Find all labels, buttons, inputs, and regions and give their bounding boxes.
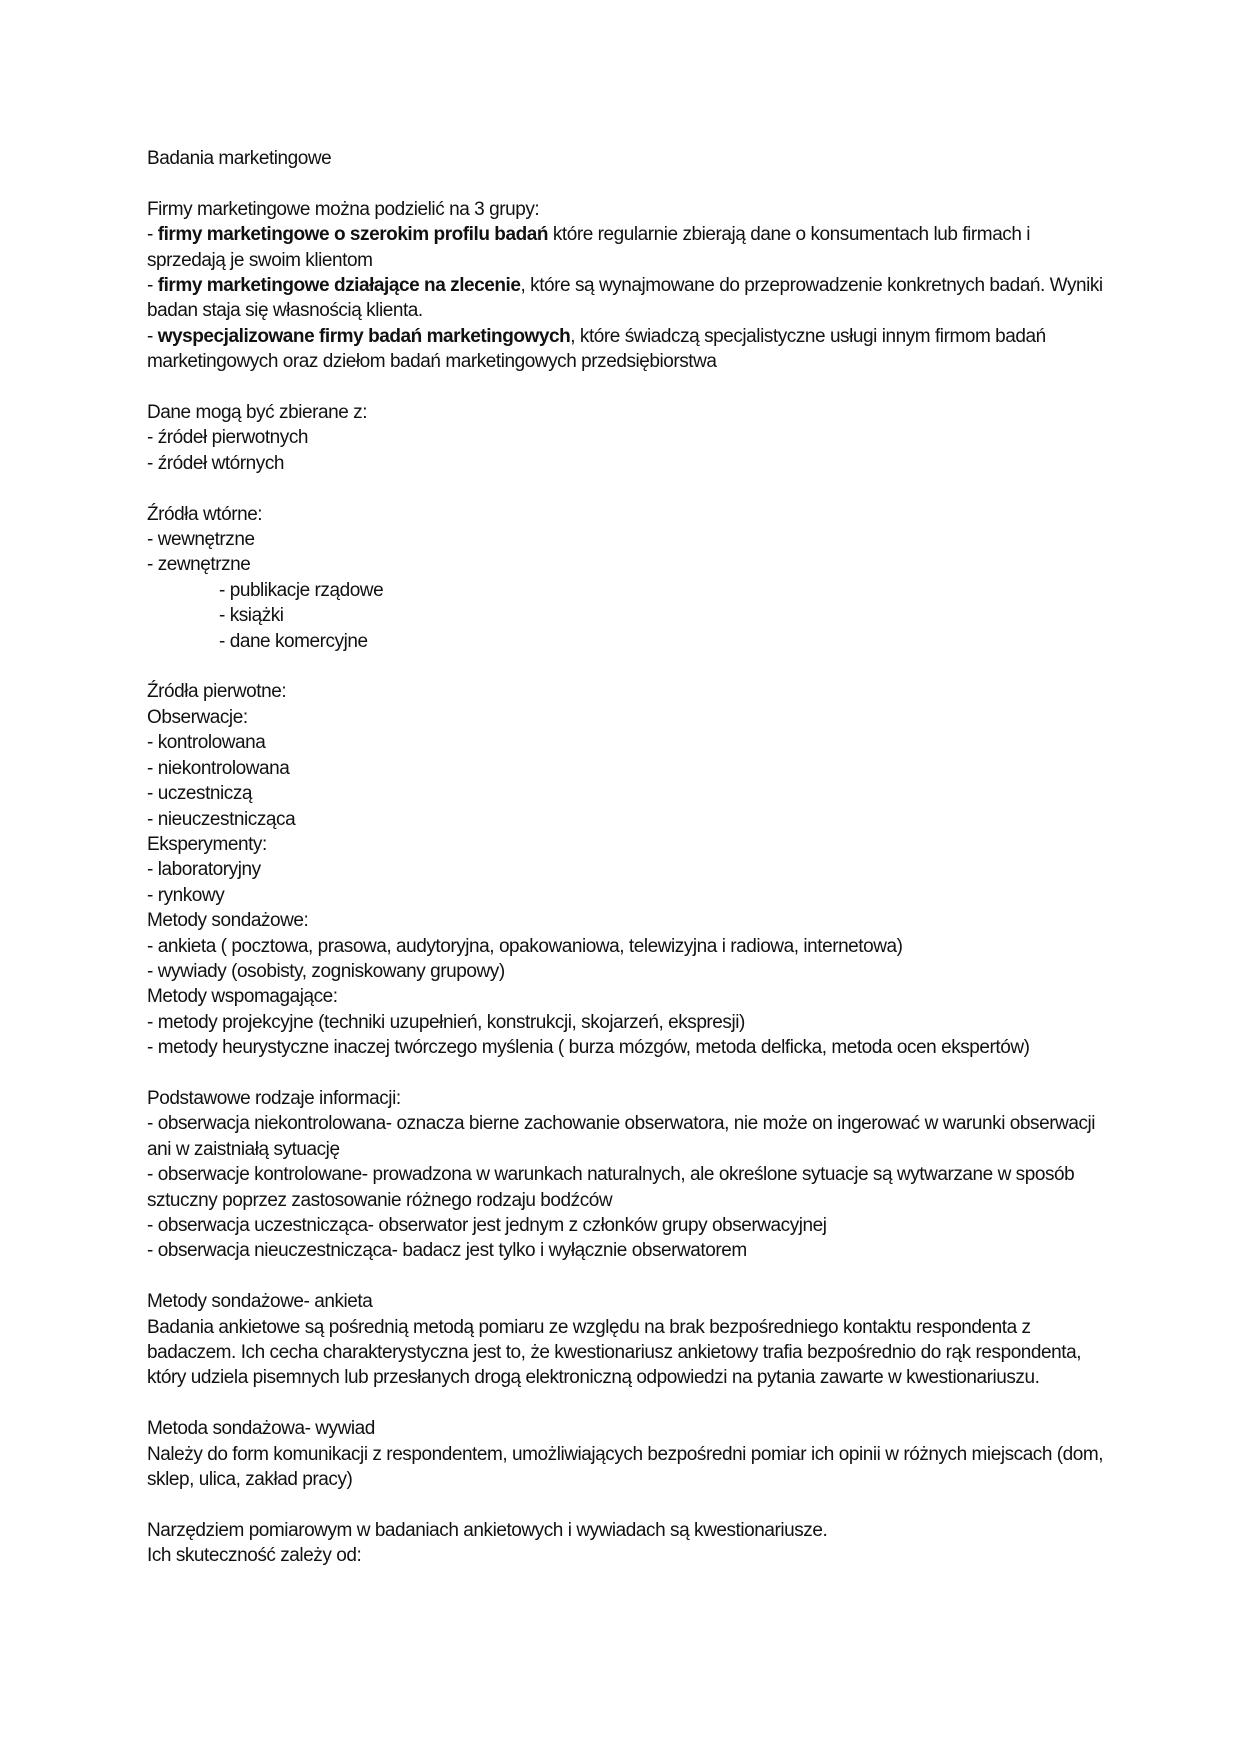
document-title: Badania marketingowe xyxy=(147,148,332,169)
secondary-heading: Źródła wtórne: xyxy=(147,503,263,525)
interview-method-heading: Metoda sondażowa- wywiad xyxy=(147,1418,375,1440)
survey-label: Metody sondażowe: xyxy=(147,910,309,932)
supporting-label: Metody wspomagające: xyxy=(147,986,338,1008)
firms-item-3-bold: wyspecjalizowane firmy badań marketingowych xyxy=(157,325,571,347)
closing-line-2: Ich skuteczność zależy od: xyxy=(147,1545,362,1567)
list-item: - metody heurystyczne inaczej twórczego myślenia ( burza mózgów, metoda delficka, metoda ocen ekspertów) xyxy=(147,1037,1030,1059)
list-item: - obserwacja niekontrolowana- oznacza bierne zachowanie obserwatora, nie może on ingerować w warunki obserwacji ani w zaistniałą sytuację xyxy=(147,1113,1096,1160)
interview-method-body: Należy do form komunikacji z respondentem, umożliwiających bezpośredni pomiar ich opinii w różnych miejscach (dom, sklep, ulica, zakład pracy) xyxy=(147,1443,1104,1491)
info-types-heading: Podstawowe rodzaje informacji: xyxy=(147,1087,401,1109)
sub-list-item: - książki xyxy=(219,605,284,627)
firms-item-1-rest: które regularnie zbierają dane o konsumentach lub firmach i sprzedają je swoim klientom xyxy=(147,224,1031,271)
closing-line-1: Narzędziem pomiarowym w badaniach ankietowych i wywiadach są kwestionariusze. xyxy=(147,1519,828,1541)
firms-item-3: - wyspecjalizowane firmy badań marketingowych, które świadczą specjalistyczne usługi innym firmom badań marketingowych oraz dziełom badań marketingowych przedsiębiorstwa xyxy=(147,325,1046,373)
firms-item-1: - firmy marketingowe o szerokim profilu badań które regularnie zbierają dane o konsumentach lub firmach i sprzedają je swoim klientom xyxy=(147,224,1031,271)
list-item: - obserwacje kontrolowane- prowadzona w warunkach naturalnych, ale określone sytuacje są wytwarzane w sposób sztuczny poprzez zastosowanie różnego rodzaju bodźców xyxy=(147,1164,1075,1211)
firms-item-2: - firmy marketingowe działające na zlecenie, które są wynajmowane do przeprowadzenie konkretnych badań. Wyniki badan staja się własnością klienta. xyxy=(147,275,1103,322)
list-item: - nieuczestnicząca xyxy=(147,808,296,830)
survey-method-body: Badania ankietowe są pośrednią metodą pomiaru ze względu na brak bezpośredniego kontaktu respondenta z badaczem. Ich cecha charakterystyczna jest to, że kwestionariusz ankietowy trafia bezpośrednio do rąk respondenta, który udziela pisemnych lub przesłanych drogą elektroniczną odpowiedzi na pytania zawarte w kwestionariuszu. xyxy=(147,1316,1082,1389)
observations-label: Obserwacje: xyxy=(147,706,248,728)
list-item: - wewnętrzne xyxy=(147,529,255,551)
list-item: - metody projekcyjne (techniki uzupełnień, konstrukcji, skojarzeń, ekspresji) xyxy=(147,1011,745,1033)
survey-method-heading: Metody sondażowe- ankieta xyxy=(147,1291,373,1313)
primary-heading: Źródła pierwotne: xyxy=(147,681,287,703)
list-item: - uczestniczą xyxy=(147,783,253,805)
list-item: - laboratoryjny xyxy=(147,859,261,881)
list-item: - kontrolowana xyxy=(147,732,266,754)
data-sources-intro: Dane mogą być zbierane z: xyxy=(147,402,368,424)
firms-item-1-bold: firmy marketingowe o szerokim profilu badań xyxy=(157,224,549,246)
sub-list-item: - publikacje rządowe xyxy=(219,579,384,601)
list-item: - źródeł pierwotnych xyxy=(147,427,309,449)
list-item: - obserwacja nieuczestnicząca- badacz jest tylko i wyłącznie obserwatorem xyxy=(147,1240,747,1262)
list-item: - rynkowy xyxy=(147,884,225,906)
firms-item-2-bold: firmy marketingowe działające na zlecenie xyxy=(157,275,521,297)
list-item: - wywiady (osobisty, zogniskowany grupowy) xyxy=(147,960,505,982)
firms-item-2-rest: , które są wynajmowane do przeprowadzenie konkretnych badań. Wyniki badan staja się własnością klienta. xyxy=(147,275,1103,322)
firms-item-3-rest: , które świadczą specjalistyczne usługi innym firmom badań marketingowych oraz dziełom badań marketingowych przedsiębiorstwa xyxy=(147,325,1046,373)
list-item: - ankieta ( pocztowa, prasowa, audytoryjna, opakowaniowa, telewizyjna i radiowa, internetowa) xyxy=(147,935,903,957)
list-item: - obserwacja uczestnicząca- obserwator jest jednym z członków grupy obserwacyjnej xyxy=(147,1214,827,1236)
list-item: - niekontrolowana xyxy=(147,757,290,779)
sub-list-item: - dane komercyjne xyxy=(219,630,368,652)
document-page xyxy=(147,146,1107,1569)
list-item: - źródeł wtórnych xyxy=(147,452,285,474)
experiments-label: Eksperymenty: xyxy=(147,833,267,855)
list-item: - zewnętrzne xyxy=(147,554,251,576)
firms-intro: Firmy marketingowe można podzielić na 3 grupy: xyxy=(147,198,540,220)
